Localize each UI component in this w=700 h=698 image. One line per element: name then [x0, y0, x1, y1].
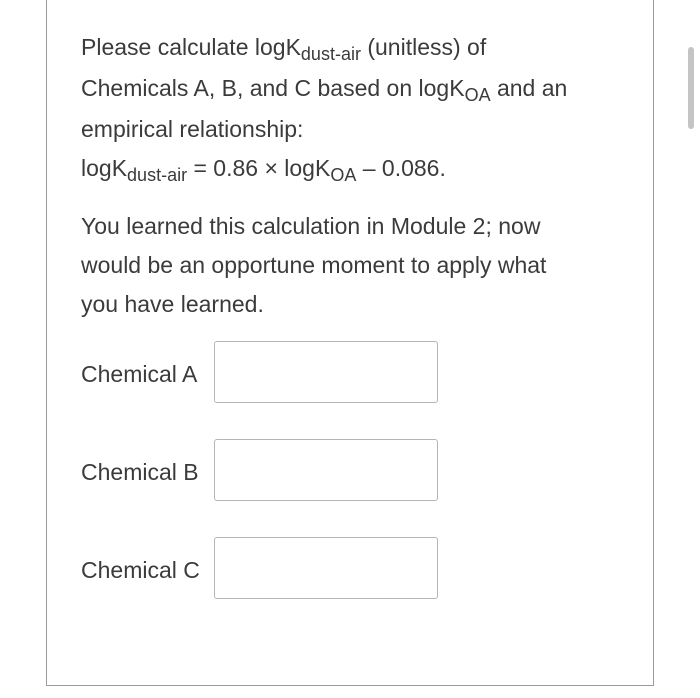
- chemical-c-input[interactable]: [214, 537, 438, 599]
- answer-row-chemical-b: [81, 439, 441, 501]
- answer-label: Chemical B: [81, 459, 199, 485]
- answer-label: Chemical C: [81, 557, 200, 583]
- instruction-line: You learned this calculation in Module 2; now: [81, 213, 541, 239]
- chemical-b-input[interactable]: [214, 439, 438, 501]
- question-line-2: [81, 69, 621, 110]
- question-paragraph: [81, 28, 621, 190]
- formula: [81, 149, 621, 190]
- answer-label: Chemical A: [81, 361, 198, 387]
- scrollbar-thumb[interactable]: [688, 47, 694, 129]
- instruction-line: you have learned.: [81, 291, 264, 317]
- formula-segment: – 0.086.: [356, 155, 446, 181]
- answer-row-chemical-c: [81, 537, 441, 599]
- question-text-segment: Chemicals A, B, and C based on logK: [81, 75, 465, 101]
- subscript: dust-air: [300, 44, 361, 64]
- subscript: OA: [330, 165, 357, 185]
- subscript: OA: [464, 85, 491, 105]
- formula-segment: logK: [81, 155, 128, 181]
- answer-row-chemical-a: [81, 341, 441, 403]
- question-text-segment: and an: [490, 75, 568, 101]
- question-line-3: empirical relationship:: [81, 116, 304, 142]
- question-text: [81, 28, 621, 324]
- instruction-line: would be an opportune moment to apply what: [81, 252, 547, 278]
- formula-segment: = 0.86 × logK: [187, 155, 331, 181]
- chemical-a-input[interactable]: [214, 341, 438, 403]
- answer-fields: [81, 341, 441, 635]
- question-text-segment: (unitless) of: [360, 34, 487, 60]
- question-text-segment: Please calculate logK: [81, 34, 301, 60]
- subscript: dust-air: [127, 165, 188, 185]
- instruction-paragraph: [81, 207, 621, 324]
- question-line-1: [81, 28, 621, 69]
